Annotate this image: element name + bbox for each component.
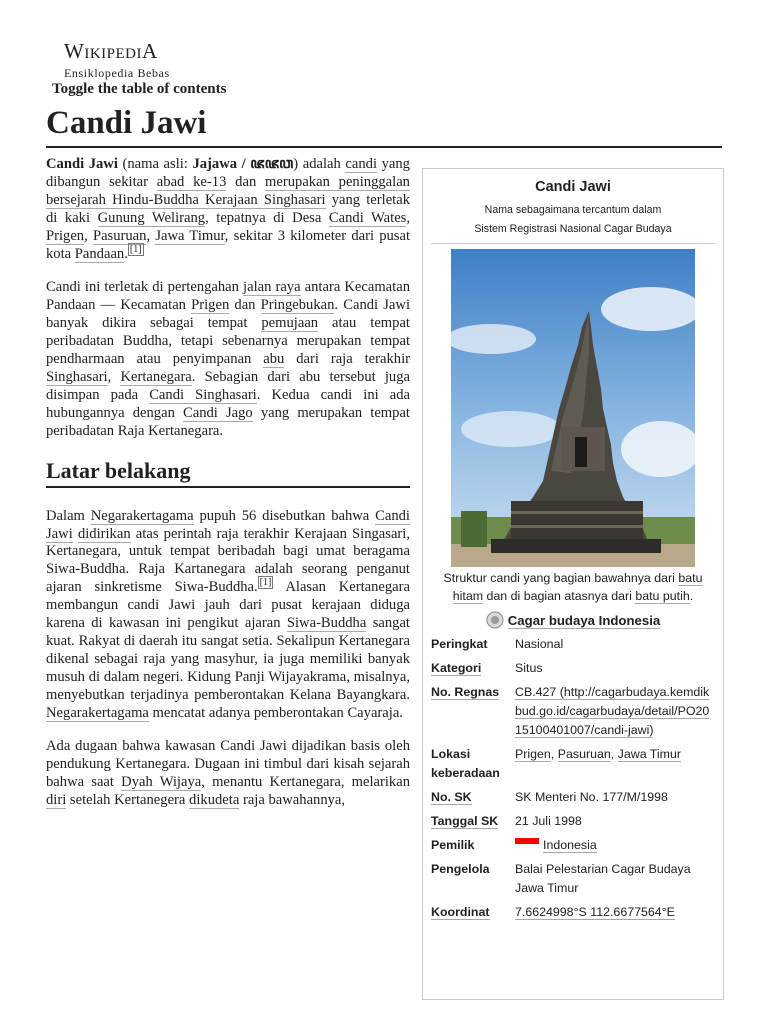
link-candi-wates[interactable]: Candi Wates	[328, 209, 407, 226]
link-didirikan[interactable]: didirikan	[77, 525, 131, 542]
indonesia-flag-icon	[515, 838, 539, 850]
infobox-row-kategori: Kategori Situs	[431, 661, 543, 675]
page-title: Candi Jawi	[46, 103, 722, 148]
link-pandaan[interactable]: Pandaan	[74, 245, 125, 262]
link-cagar-budaya-indonesia[interactable]: Cagar budaya Indonesia	[507, 613, 661, 628]
link-no-sk[interactable]: No. SK	[431, 790, 472, 804]
infobox-row-lokasi: Lokasi keberadaan Prigen, Pasuruan, Jawa Timur	[431, 747, 682, 780]
link-candi-singhasari[interactable]: Candi Singhasari	[149, 386, 257, 403]
infobox-row-tanggal-sk: Tanggal SK 21 Juli 1998	[431, 814, 582, 828]
intro-paragraph-2: Candi ini terletak di pertengahan jalan raya antara Kecamatan Pandaan — Kecamatan Prigen dan Pringebukan. Candi Jawi banyak dikira sebagai tempat pemujaan atau tempat peribadatan Buddha, tetapi sebenarnya merupakan tempat pendharmaan atau penyimpanan abu dari raja terakhir Singhasari, Kertanegara. Sebagian dari abu tersebut juga disimpan pada Candi Singhasari. Kedua candi ini ada hubungannya dengan Candi Jago yang merupakan tempat peribadatan Raja Kertanegara.	[46, 279, 411, 439]
section-paragraph-2: Ada dugaan bahwa kawasan Candi Jawi dijadikan basis oleh pendukung Kertanegara. Dugaan ini timbul dari kisah sejarah bahwa saat Dyah Wijaya, menantu Kertanegara, melarikan diri setelah Kertanegera dikudeta raja bawahannya,	[46, 738, 411, 809]
infobox-row-no-regnas	[431, 681, 715, 743]
link-regnas-url[interactable]: CB.427 (http://cagarbudaya.kemdikbud.go.id/cagarbudaya/detail/PO2015100401007/candi-jawi)	[515, 685, 710, 737]
link-pemujaan[interactable]: pemujaan	[261, 315, 319, 332]
section-paragraph-1: Dalam Negarakertagama pupuh 56 disebutkan bahwa Candi Jawi didirikan atas perintah raja terakhir Kerajaan Singasari, Kertanegara, untuk tempat beribadah bagi umat beragama Siwa-Buddha. Raja Kartanegara adalah seorang penganut ajaran sinkretisme Siwa-Buddha. [1] Alasan Kertanegara membangun candi Jawi jauh dari pusat kerajaan diduga karena di kawasan ini pengikut ajaran Siwa-Buddha sangat kuat. Rakyat di daerah itu sangat setia. Sekalipun Kertanegara dikenal sebagai raja yang masyhur, ia juga memiliki banyak musuh di dalam negeri. Kidung Panji Wijayakrama, misalnya, menyebutkan terjadinya pemberontakan Kelana Bayangkara. Negarakertagama mencatat adanya pemberontakan Cayaraja.	[46, 507, 410, 721]
temple-photo[interactable]	[451, 249, 695, 567]
garuda-emblem-icon	[486, 611, 504, 629]
link-abu[interactable]: abu	[263, 351, 285, 368]
reference-1b[interactable]: [1]	[259, 577, 272, 589]
link-lokasi-jawa-timur[interactable]: Jawa Timur	[617, 747, 682, 761]
link-tanggal-sk[interactable]: Tanggal SK	[431, 814, 499, 828]
toggle-toc-button[interactable]: Toggle the table of contents	[52, 81, 227, 97]
link-prigen[interactable]: Prigen	[46, 227, 85, 244]
link-batu-putih[interactable]: batu putih	[635, 589, 690, 603]
link-candi-jawi[interactable]: Candi Jawi	[46, 507, 410, 542]
link-coordinates[interactable]: 7.6624998°S 112.6677564°E	[515, 905, 675, 919]
link-pringebukan[interactable]: Pringebukan	[260, 297, 335, 314]
link-jawa-timur[interactable]: Jawa Timur	[155, 227, 225, 244]
cagar-budaya-heading	[423, 611, 723, 630]
link-jalan-raya[interactable]: jalan raya	[243, 279, 301, 296]
link-diri[interactable]: diri	[46, 792, 67, 809]
link-candi-jago[interactable]: Candi Jago	[183, 404, 253, 421]
infobox-row-pemilik: Pemilik Indonesia	[431, 838, 597, 852]
link-singhasari[interactable]: Singhasari	[46, 368, 108, 385]
photo-caption: Struktur candi yang bagian bawahnya dari batu hitam dan di bagian atasnya dari batu putih.	[443, 571, 703, 603]
infobox-row-koordinat	[431, 901, 715, 925]
link-peninggalan[interactable]: merupakan peninggalan bersejarah Hindu-Buddha Kerajaan Singhasari	[46, 173, 410, 208]
wikipedia-logo[interactable]	[64, 40, 170, 81]
intro-paragraph-1: Candi Jawi (nama asli: Jajawa / ꦗꦗꦮ) adalah candi yang dibangun sekitar abad ke-13 dan merupakan peninggalan bersejarah Hindu-Buddha Kerajaan Singhasari yang terletak di kaki Gunung Welirang, tepatnya di Desa Candi Wates, Prigen, Pasuruan, Jawa Timur, sekitar 3 kilometer dari pusat kota Pandaan. [1]	[46, 156, 411, 262]
wikipedia-wordmark: WIKIPEDIA	[64, 39, 158, 63]
infobox-subtitle: Nama sebagaimana tercantum dalam Sistem Registrasi Nasional Cagar Budaya	[431, 201, 715, 244]
link-no-regnas[interactable]: No. Regnas	[431, 685, 500, 699]
link-dikudeta[interactable]: dikudeta	[189, 792, 240, 809]
link-prigen-2[interactable]: Prigen	[191, 297, 230, 314]
article-body	[46, 156, 410, 826]
infobox-row-peringkat: Peringkat Nasional	[431, 637, 564, 651]
link-lokasi-pasuruan[interactable]: Pasuruan	[557, 747, 611, 761]
infobox-row-pengelola: Pengelola Balai Pelestarian Cagar Budaya Jawa Timur	[431, 862, 691, 895]
link-lokasi-prigen[interactable]: Prigen	[515, 747, 551, 761]
link-kategori[interactable]: Kategori	[431, 661, 482, 675]
link-pasuruan[interactable]: Pasuruan	[92, 227, 147, 244]
link-siwa-buddha[interactable]: Siwa-Buddha	[286, 615, 367, 632]
link-negarakertagama[interactable]: Negarakertagama	[90, 507, 194, 524]
link-abad-13[interactable]: abad ke-13	[156, 173, 227, 190]
link-kertanegara[interactable]: Kertanegara	[120, 368, 192, 385]
link-dyah-wijaya[interactable]: Dyah Wijaya	[121, 774, 202, 791]
link-indonesia[interactable]: Indonesia	[543, 838, 597, 852]
infobox-title: Candi Jawi	[535, 179, 611, 195]
infobox-table	[431, 633, 715, 925]
infobox	[422, 168, 724, 1000]
link-koordinat[interactable]: Koordinat	[431, 905, 490, 919]
reference-1[interactable]: [1]	[129, 243, 142, 255]
section-heading-latar-belakang: Latar belakang	[46, 457, 410, 488]
link-batu-hitam[interactable]: batu hitam	[452, 571, 703, 603]
wikipedia-tagline: Ensiklopedia Bebas	[64, 66, 170, 80]
link-candi[interactable]: candi	[345, 156, 378, 172]
link-gunung-welirang[interactable]: Gunung Welirang	[97, 209, 206, 226]
infobox-row-no-sk: No. SK SK Menteri No. 177/M/1998	[431, 790, 668, 804]
link-negarakertagama-2[interactable]: Negarakertagama	[46, 704, 149, 721]
